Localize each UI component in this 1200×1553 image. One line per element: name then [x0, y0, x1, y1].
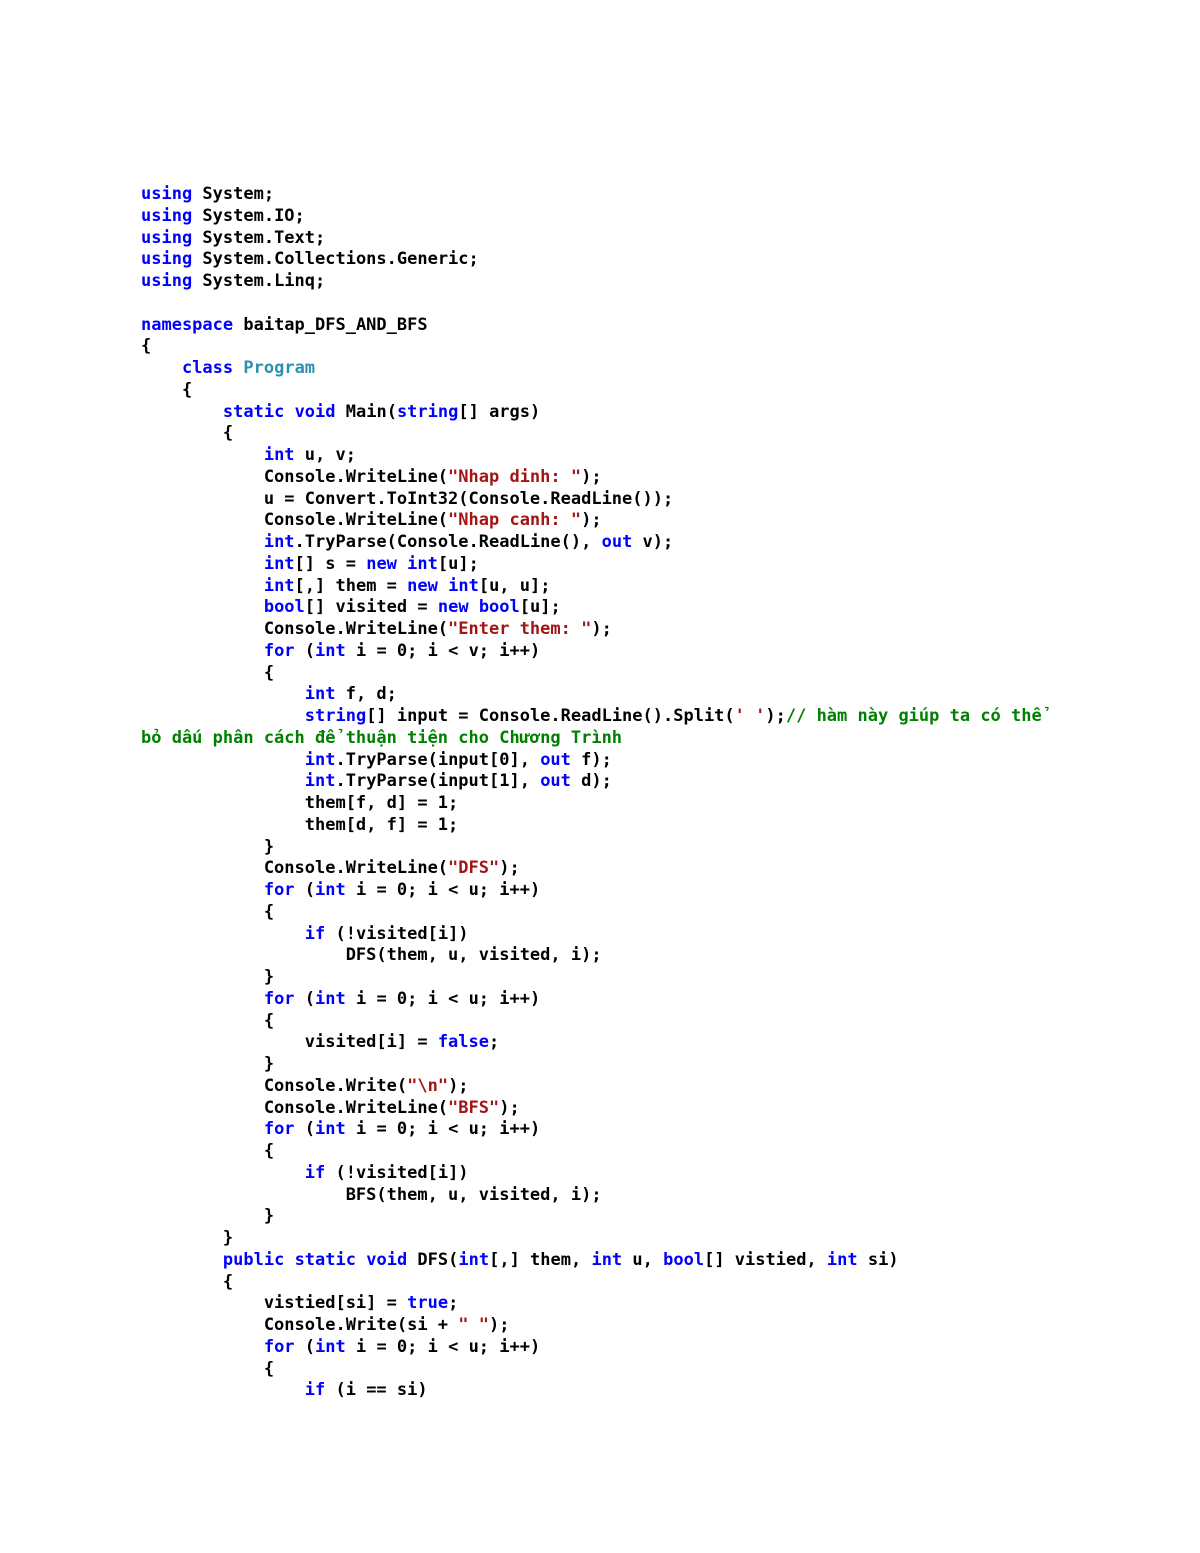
code-text: Console.WriteLine( — [141, 858, 449, 879]
code-type-name: Program — [243, 358, 316, 378]
code-text: } — [141, 1054, 275, 1074]
code-line — [141, 445, 1161, 467]
code-text: u, v; — [294, 445, 356, 465]
code-text: [] args) — [458, 401, 541, 422]
code-text: ); — [765, 706, 786, 726]
code-text: (i == si) — [325, 1380, 428, 1401]
code-keyword: int — [304, 749, 336, 770]
code-keyword: void — [294, 401, 336, 422]
code-text: Console.Write(si + — [141, 1315, 459, 1335]
code-keyword: string — [304, 706, 367, 726]
code-text: .TryParse(input[0], — [335, 749, 541, 770]
code-comment: bỏ dấu phân cách để thuận tiện cho Chương Trình — [141, 727, 623, 748]
code-string: "BFS" — [448, 1097, 500, 1118]
code-line — [141, 597, 1161, 619]
code-line — [141, 619, 1161, 641]
code-text — [397, 554, 407, 574]
code-line — [141, 880, 1161, 902]
code-text — [141, 1250, 223, 1270]
code-text — [141, 554, 264, 574]
code-text: (!visited[i]) — [325, 1162, 469, 1183]
code-line — [141, 1054, 1161, 1076]
code-line — [141, 815, 1161, 837]
code-text: Console.Write( — [141, 1075, 408, 1096]
code-line — [141, 771, 1161, 793]
code-keyword: int — [263, 553, 295, 574]
code-keyword: for — [263, 988, 295, 1009]
code-text: Console.WriteLine( — [141, 466, 449, 487]
code-text: [] vistied, — [704, 1249, 827, 1270]
code-line — [141, 989, 1161, 1011]
code-text: } — [141, 967, 275, 987]
code-text — [141, 880, 264, 900]
code-text: i = 0; i < u; i++) — [345, 880, 541, 900]
code-keyword: using — [141, 271, 193, 291]
code-text: ); — [581, 466, 602, 487]
code-keyword: int — [304, 771, 336, 792]
code-text: BFS(them, u, visited, i); — [141, 1184, 602, 1205]
code-text — [141, 750, 305, 770]
code-keyword: false — [437, 1032, 489, 1053]
code-keyword: int — [315, 1336, 346, 1357]
code-text: .TryParse(Console.ReadLine(), — [294, 532, 602, 552]
code-line — [141, 1206, 1161, 1228]
code-line — [141, 793, 1161, 815]
code-keyword: int — [263, 532, 295, 552]
code-keyword: int — [407, 553, 438, 574]
code-text: { — [141, 379, 193, 400]
code-text: ( — [294, 880, 316, 900]
code-text: { — [141, 1271, 234, 1292]
code-text: f, d; — [335, 684, 397, 705]
code-text: [] visited = — [304, 597, 438, 618]
code-text — [141, 576, 264, 596]
code-text: ( — [294, 1336, 316, 1357]
code-text: } — [141, 836, 275, 857]
code-line — [141, 684, 1161, 706]
code-keyword: int — [304, 684, 336, 705]
code-line — [141, 837, 1161, 859]
code-text: ; — [448, 1293, 459, 1314]
code-line — [141, 1032, 1161, 1054]
code-keyword: new — [407, 575, 438, 596]
code-line — [141, 532, 1161, 554]
code-text: DFS(them, u, visited, i); — [141, 945, 602, 966]
code-text: Main( — [335, 401, 397, 422]
code-string: ' ' — [734, 706, 766, 726]
code-keyword: if — [304, 1380, 326, 1401]
code-text: si) — [857, 1249, 899, 1270]
code-text: (!visited[i]) — [325, 923, 469, 944]
code-keyword: int — [458, 1249, 490, 1270]
code-line — [141, 1315, 1161, 1337]
code-keyword: out — [540, 771, 571, 792]
code-keyword: for — [263, 1336, 295, 1357]
code-keyword: bool — [663, 1249, 705, 1270]
code-keyword: bool — [478, 597, 520, 618]
code-keyword: for — [263, 880, 295, 900]
code-text — [141, 771, 305, 791]
code-line — [141, 1272, 1161, 1294]
code-line — [141, 858, 1161, 880]
code-text: { — [141, 901, 275, 922]
code-text: ( — [294, 640, 316, 661]
code-text: v); — [632, 532, 674, 552]
code-text: .TryParse(input[1], — [335, 771, 541, 792]
code-text — [141, 1119, 264, 1139]
code-line — [141, 1359, 1161, 1381]
code-text: ); — [581, 510, 602, 531]
code-line — [141, 1250, 1161, 1272]
code-text: Console.WriteLine( — [141, 619, 449, 639]
code-line — [141, 1293, 1161, 1315]
code-text: f); — [570, 749, 612, 770]
code-text: { — [141, 336, 152, 357]
code-text — [141, 597, 264, 617]
code-keyword: new — [437, 597, 469, 618]
code-keyword: int — [448, 575, 479, 596]
code-line — [141, 1119, 1161, 1141]
code-text — [141, 684, 305, 704]
code-text — [141, 445, 264, 465]
code-text: i = 0; i < u; i++) — [345, 1336, 541, 1357]
code-text — [141, 1163, 305, 1183]
code-keyword: int — [591, 1249, 623, 1270]
code-line — [141, 967, 1161, 989]
code-text: ); — [448, 1075, 469, 1096]
code-line — [141, 336, 1161, 358]
code-text — [141, 1380, 305, 1400]
code-text — [141, 358, 182, 378]
code-line — [141, 1228, 1161, 1250]
code-keyword: out — [601, 532, 633, 552]
code-text: them[d, f] = 1; — [141, 814, 459, 835]
code-keyword: int — [263, 445, 295, 465]
code-line — [141, 489, 1161, 511]
code-string: "Enter them: " — [448, 619, 592, 639]
code-text: System.Text; — [192, 227, 326, 248]
code-string: " " — [458, 1315, 489, 1335]
code-listing — [141, 184, 1161, 1402]
code-keyword: if — [304, 1162, 326, 1183]
code-text: ); — [489, 1315, 510, 1335]
code-text — [469, 597, 479, 617]
code-keyword: using — [141, 205, 193, 226]
code-text: vistied[si] = — [141, 1293, 408, 1314]
code-string: "Nhap canh: " — [448, 510, 582, 531]
code-keyword: using — [141, 227, 193, 248]
code-text: u, — [622, 1249, 664, 1270]
code-text: { — [141, 1358, 275, 1379]
code-keyword: int — [263, 575, 295, 596]
code-text: { — [141, 662, 275, 683]
code-line — [141, 315, 1161, 337]
code-line — [141, 184, 1161, 206]
code-text: [u]; — [519, 597, 561, 618]
code-keyword: for — [263, 640, 295, 661]
code-line — [141, 293, 1161, 315]
code-line — [141, 1380, 1161, 1402]
code-keyword: using — [141, 249, 193, 270]
code-line — [141, 706, 1161, 728]
code-keyword: true — [407, 1293, 449, 1314]
code-line — [141, 576, 1161, 598]
code-line — [141, 1337, 1161, 1359]
code-text — [284, 1250, 294, 1270]
code-text: Console.WriteLine( — [141, 510, 449, 531]
code-keyword: using — [141, 184, 193, 204]
code-line — [141, 1141, 1161, 1163]
code-line — [141, 402, 1161, 424]
code-text: } — [141, 1206, 275, 1227]
code-text — [141, 989, 264, 1009]
code-text: ( — [294, 988, 316, 1009]
code-text: ); — [499, 858, 520, 879]
code-text: [] s = — [294, 553, 367, 574]
code-line — [141, 554, 1161, 576]
code-line — [141, 663, 1161, 685]
code-keyword: static — [222, 401, 285, 422]
code-text: [,] them, — [489, 1249, 592, 1270]
code-text: visited[i] = — [141, 1032, 438, 1053]
code-keyword: int — [315, 880, 346, 900]
code-text: System.IO; — [192, 205, 305, 226]
code-text — [141, 706, 305, 726]
code-keyword: class — [181, 358, 234, 378]
code-text: i = 0; i < v; i++) — [345, 640, 541, 661]
code-text: ); — [499, 1097, 520, 1118]
code-line — [141, 750, 1161, 772]
code-line — [141, 1011, 1161, 1033]
code-comment: // hàm này giúp ta có thể — [785, 706, 1042, 726]
code-text: ); — [591, 619, 612, 639]
code-keyword: out — [540, 749, 571, 770]
code-line — [141, 1098, 1161, 1120]
code-keyword: int — [315, 640, 346, 661]
code-keyword: static — [294, 1249, 356, 1270]
code-text: System.Collections.Generic; — [192, 249, 479, 270]
code-text: Console.WriteLine( — [141, 1097, 449, 1118]
code-text — [141, 1337, 264, 1357]
code-keyword: int — [315, 1119, 346, 1140]
code-text: d); — [570, 771, 612, 792]
code-text: i = 0; i < u; i++) — [345, 1119, 541, 1140]
code-line — [141, 206, 1161, 228]
code-text — [233, 358, 243, 378]
code-text: [,] them = — [294, 575, 408, 596]
code-keyword: int — [315, 988, 346, 1009]
code-text — [141, 924, 305, 944]
code-line — [141, 728, 1161, 750]
code-text: System; — [192, 184, 275, 204]
code-text — [284, 402, 294, 422]
code-text — [438, 576, 448, 596]
code-text — [141, 402, 223, 422]
code-text: baitap_DFS_AND_BFS — [233, 314, 428, 335]
code-text: ; — [489, 1032, 500, 1053]
code-text: DFS( — [407, 1249, 459, 1270]
code-line — [141, 271, 1161, 293]
code-line — [141, 641, 1161, 663]
code-text: { — [141, 1010, 275, 1031]
code-line — [141, 1185, 1161, 1207]
code-keyword: string — [396, 401, 459, 422]
code-text: [u]; — [437, 553, 479, 574]
code-keyword: void — [366, 1249, 408, 1270]
code-line — [141, 510, 1161, 532]
code-keyword: namespace — [141, 314, 234, 335]
code-line — [141, 380, 1161, 402]
code-text: them[f, d] = 1; — [141, 793, 459, 813]
code-text: System.Linq; — [192, 271, 326, 291]
code-text: ( — [294, 1119, 316, 1140]
code-keyword: new — [366, 553, 397, 574]
code-text: { — [141, 423, 234, 444]
code-line — [141, 228, 1161, 250]
code-text — [141, 641, 264, 661]
code-keyword: bool — [263, 597, 305, 618]
code-keyword: public — [222, 1249, 285, 1270]
code-text: [] input = Console.ReadLine().Split( — [366, 706, 735, 726]
code-keyword: if — [304, 923, 326, 944]
code-text — [141, 532, 264, 552]
code-line — [141, 249, 1161, 271]
code-string: "DFS" — [448, 858, 500, 879]
code-text: [u, u]; — [478, 575, 551, 596]
code-string: "Nhap dinh: " — [448, 466, 582, 487]
code-text: { — [141, 1141, 275, 1161]
code-line — [141, 1163, 1161, 1185]
code-text: i = 0; i < u; i++) — [345, 988, 541, 1009]
code-keyword: int — [826, 1249, 858, 1270]
code-line — [141, 902, 1161, 924]
code-text: u = Convert.ToInt32(Console.ReadLine()); — [141, 488, 674, 509]
code-text — [356, 1250, 366, 1270]
code-keyword: for — [263, 1119, 295, 1140]
code-line — [141, 423, 1161, 445]
code-text: } — [141, 1228, 234, 1248]
code-line — [141, 945, 1161, 967]
code-line — [141, 358, 1161, 380]
code-line — [141, 924, 1161, 946]
code-line — [141, 1076, 1161, 1098]
code-line — [141, 467, 1161, 489]
code-string: "\n" — [407, 1075, 449, 1096]
